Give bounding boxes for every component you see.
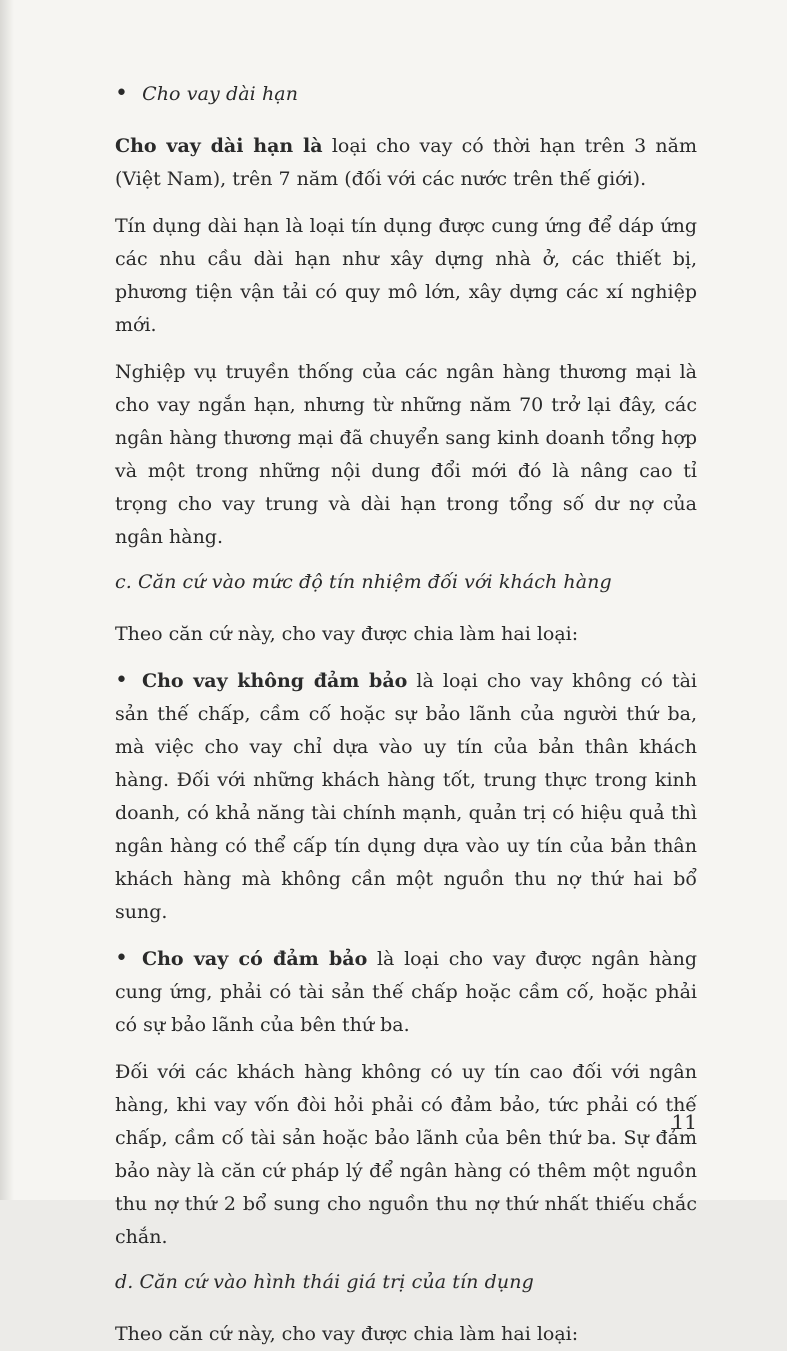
paragraph-traditional-operations: Nghiệp vụ truyền thống của các ngân hàng thương mại là cho vay ngắn hạn, nhưng từ những năm 70 trở lại đây, các ngân hàng thương mại đã chuyển sang kinh doanh tổng hợp và một trong những nội dung đổi mới đó là nâng cao tỉ trọng cho vay trung và dài hạn trong tổng số dư nợ của ngân hàng.	[115, 361, 697, 548]
heading-section-c: c. Căn cứ vào mức độ tín nhiệm đối với khách hàng	[115, 571, 612, 593]
heading-text: Cho vay dài hạn	[142, 83, 299, 105]
paragraph-unsecured-loan	[115, 665, 697, 929]
bold-term: Cho vay không đảm bảo	[141, 670, 408, 692]
heading-long-term-loan	[115, 80, 697, 108]
paragraph-long-term-credit: Tín dụng dài hạn là loại tín dụng được cung ứng để dáp ứng các nhu cầu dài hạn như xây dựng nhà ở, các thiết bị, phương tiện vận tải có quy mô lớn, xây dựng các xí nghiệp mới.	[115, 215, 697, 336]
paragraph-long-term-definition	[115, 130, 697, 196]
paragraph-text: là loại cho vay được ngân hàng cung ứng, phải có tài sản thế chấp hoặc cầm cố, hoặc phải có sự bảo lãnh của bên thứ ba.	[115, 948, 697, 1036]
paragraph-secured-detail: Đối với các khách hàng không có uy tín cao đối với ngân hàng, khi vay vốn đòi hỏi phải có đảm bảo, tức phải có thế chấp, cầm cố tài sản hoặc bảo lãnh của bên thứ ba. Sự đảm bảo này là căn cứ pháp lý để ngân hàng có thêm một nguồn thu nợ thứ 2 bổ sung cho nguồn thu nợ thứ nhất thiếu chắc chắn.	[115, 1061, 697, 1248]
heading-section-d: d. Căn cứ vào hình thái giá trị của tín dụng	[115, 1271, 534, 1293]
bullet-icon: •	[115, 81, 129, 106]
paragraph-text: loại cho vay có thời hạn trên 3 năm (Việt Nam), trên 7 năm (đối với các nước trên thế giới).	[115, 135, 697, 190]
page-edge-shadow	[0, 0, 14, 1200]
bold-term: Cho vay dài hạn là	[115, 135, 323, 157]
bullet-icon: •	[115, 668, 128, 693]
paragraph-d-intro: Theo căn cứ này, cho vay được chia làm hai loại:	[115, 1323, 579, 1345]
paragraph-secured-loan	[115, 943, 697, 1042]
paragraph-text: là loại cho vay không có tài sản thế chấp, cầm cố hoặc sự bảo lãnh của người thứ ba, mà việc cho vay chỉ dựa vào uy tín của bản thân khách hàng. Đối với những khách hàng tốt, trung thực trong kinh doanh, có khả năng tài chính mạnh, quản trị có hiệu quả thì ngân hàng có thể cấp tín dụng dựa vào uy tín của bản thân khách hàng mà không cần một nguồn thu nợ thứ hai bổ sung.	[115, 670, 697, 923]
bold-term: Cho vay có đảm bảo	[141, 948, 368, 970]
bullet-icon: •	[115, 946, 128, 971]
page-number: 11	[671, 1110, 697, 1134]
paragraph-c-intro: Theo căn cứ này, cho vay được chia làm hai loại:	[115, 623, 579, 645]
